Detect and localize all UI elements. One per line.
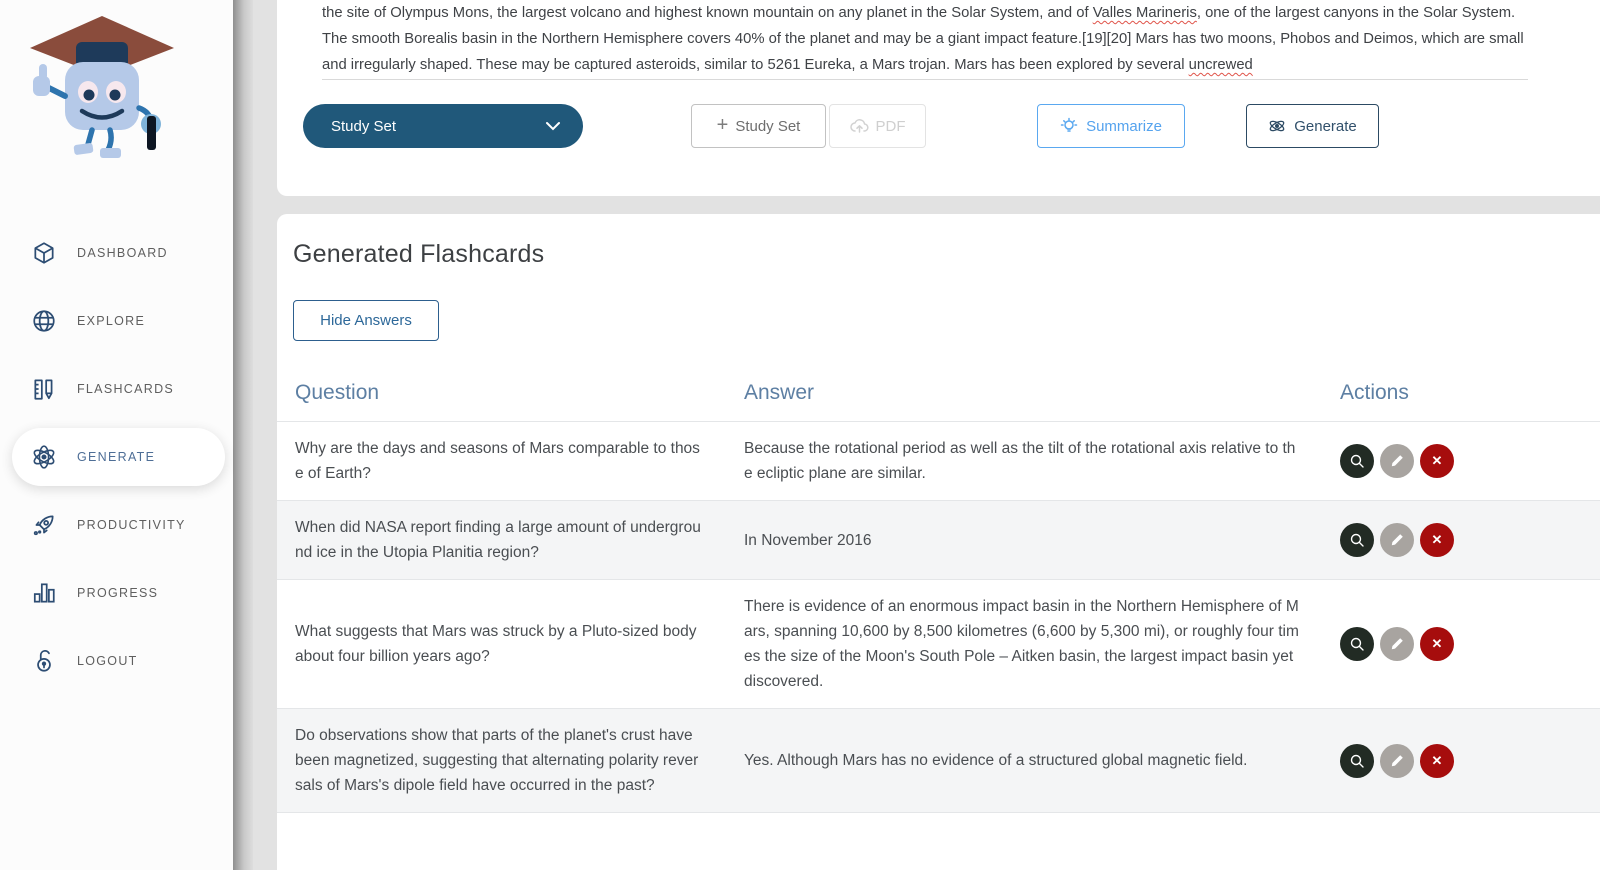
view-card-button[interactable] — [1340, 444, 1374, 478]
column-header-question: Question — [295, 381, 380, 404]
generate-label: Generate — [1294, 117, 1357, 135]
close-icon: ✕ — [1431, 453, 1443, 468]
pdf-upload-button[interactable] — [829, 104, 926, 148]
page-title: Generated Flashcards — [293, 240, 545, 268]
sidebar-item-generate[interactable] — [12, 428, 225, 486]
magnifier-icon — [1349, 636, 1365, 652]
question-cell: What suggests that Mars was struck by a Pluto-sized body about four billion years ago? — [295, 623, 697, 665]
edit-card-button[interactable] — [1380, 627, 1414, 661]
flashcard-row — [277, 422, 1600, 501]
close-icon: ✕ — [1431, 532, 1443, 547]
sidebar-item-label: LOGOUT — [77, 654, 138, 668]
view-card-button[interactable] — [1340, 523, 1374, 557]
answer-cell: Yes. Although Mars has no evidence of a structured global magnetic field. — [744, 752, 1248, 769]
lightbulb-icon — [1060, 117, 1078, 135]
flashcards-table-body — [293, 422, 1600, 813]
study-set-dropdown-label: Study Set — [331, 117, 397, 135]
mascot-logo — [18, 12, 186, 162]
view-card-button[interactable] — [1340, 627, 1374, 661]
row-actions — [1340, 523, 1600, 557]
sidebar-item-productivity[interactable] — [0, 496, 233, 554]
answer-cell: Because the rotational period as well as the tilt of the rotational axis relative to the ecliptic plane are similar. — [744, 440, 1296, 482]
pencil-icon — [1390, 754, 1404, 768]
generate-button[interactable] — [1246, 104, 1379, 148]
column-header-actions: Actions — [1340, 381, 1409, 404]
sidebar-item-progress[interactable] — [0, 564, 233, 622]
lock-open-icon — [31, 648, 57, 674]
sidebar-item-label: GENERATE — [77, 450, 156, 464]
add-study-set-button[interactable] — [691, 104, 826, 148]
ruler-pencil-icon — [31, 376, 57, 402]
source-text-card — [277, 0, 1600, 196]
pencil-icon — [1390, 637, 1404, 651]
cube-icon — [31, 240, 57, 266]
misspelled-word: uncrewed — [1188, 57, 1253, 73]
close-icon: ✕ — [1431, 752, 1443, 768]
flashcard-row — [277, 501, 1600, 580]
delete-card-button[interactable] — [1420, 627, 1454, 661]
column-header-answer: Answer — [744, 381, 815, 404]
hide-answers-button[interactable]: Hide Answers — [293, 300, 439, 341]
misspelled-word: Valles Marineris — [1092, 5, 1197, 21]
question-cell: When did NASA report finding a large amount of underground ice in the Utopia Planitia region? — [295, 519, 701, 561]
delete-card-button[interactable] — [1420, 744, 1454, 778]
atom-icon — [1268, 117, 1286, 135]
bar-chart-icon — [31, 580, 57, 606]
row-actions — [1340, 627, 1600, 661]
edit-card-button[interactable] — [1380, 444, 1414, 478]
main-content — [253, 0, 1600, 870]
sidebar-nav — [0, 224, 233, 690]
edit-card-button[interactable] — [1380, 523, 1414, 557]
text-segment: the site of Olympus Mons, the largest volcano and highest known mountain on any planet in the Solar System, and of — [322, 5, 1093, 21]
close-icon: ✕ — [1431, 636, 1443, 651]
magnifier-icon — [1349, 753, 1365, 769]
delete-card-button[interactable] — [1420, 444, 1454, 478]
summarize-button[interactable] — [1037, 104, 1185, 148]
sidebar — [0, 0, 233, 870]
summarize-label: Summarize — [1086, 117, 1162, 135]
pencil-icon — [1390, 533, 1404, 547]
sidebar-item-explore[interactable] — [0, 292, 233, 350]
rocket-icon — [31, 512, 57, 538]
sidebar-item-label: PROGRESS — [77, 586, 159, 600]
vertical-scrollbar[interactable] — [233, 0, 253, 870]
sidebar-item-label: FLASHCARDS — [77, 382, 175, 396]
flashcard-row — [277, 580, 1600, 709]
flashcard-row — [277, 709, 1600, 813]
view-card-button[interactable] — [1340, 744, 1374, 778]
add-study-set-label: Study Set — [735, 117, 801, 135]
sidebar-item-flashcards[interactable] — [0, 360, 233, 418]
generated-flashcards-card — [277, 214, 1600, 870]
table-header-row — [277, 371, 1600, 422]
magnifier-icon — [1349, 453, 1365, 469]
sidebar-item-dashboard[interactable] — [0, 224, 233, 282]
text-segment: , one of the largest canyons in the Solar System. The smooth Borealis basin in the Northern Hemisphere covers 40% of the planet and may be a giant impact feature.[19][20] Mars has two moons, Phobos and Deimos, which are small and irregularly shaped. These may be captured asteroids, similar to 5261 Eureka, a Mars trojan. Mars has been explored by several — [322, 5, 1524, 73]
question-cell: Why are the days and seasons of Mars comparable to those of Earth? — [295, 440, 700, 482]
study-set-dropdown[interactable] — [303, 104, 583, 148]
atom-icon — [31, 444, 57, 470]
toolbar — [277, 104, 1600, 196]
sidebar-item-label: PRODUCTIVITY — [77, 518, 186, 532]
cloud-upload-icon — [850, 118, 869, 134]
editor-divider — [322, 79, 1528, 80]
sidebar-item-label: EXPLORE — [77, 314, 146, 328]
edit-card-button[interactable] — [1380, 744, 1414, 778]
chevron-down-icon — [545, 121, 561, 131]
pdf-label: PDF — [875, 117, 906, 135]
globe-icon — [31, 308, 57, 334]
answer-cell: There is evidence of an enormous impact basin in the Northern Hemisphere of Mars, spanning 10,600 by 8,500 kilometres (6,600 by 5,300 mi), or roughly four times the size of the Moon's South Pole – Aitken basin, the largest impact basin yet discovered. — [744, 598, 1299, 690]
magnifier-icon — [1349, 532, 1365, 548]
row-actions — [1340, 444, 1600, 478]
sidebar-item-label: DASHBOARD — [77, 246, 168, 260]
answer-cell: In November 2016 — [744, 531, 872, 549]
plus-icon: + — [716, 113, 729, 136]
source-text-editor[interactable] — [322, 0, 1528, 78]
question-cell: Do observations show that parts of the planet's crust have been magnetized, suggesting that alternating polarity reversals of Mars's dipole field have occurred in the past? — [295, 727, 699, 794]
pencil-icon — [1390, 454, 1404, 468]
sidebar-item-logout[interactable] — [0, 632, 233, 690]
row-actions — [1340, 744, 1600, 778]
delete-card-button[interactable] — [1420, 523, 1454, 557]
